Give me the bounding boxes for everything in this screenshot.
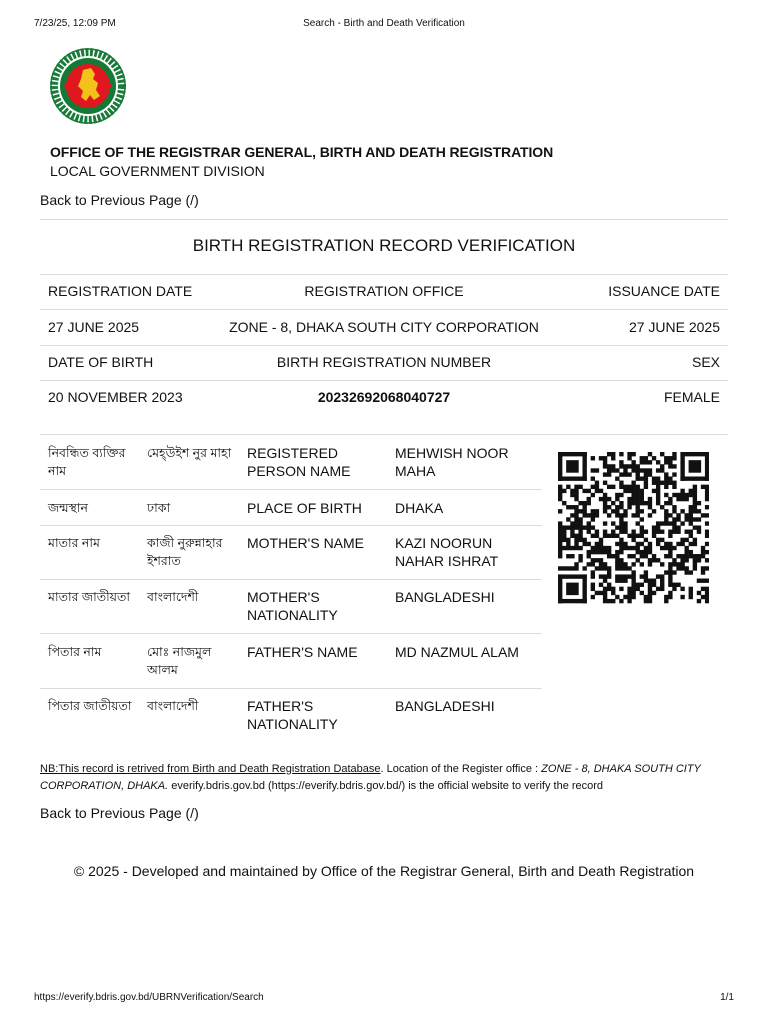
english-label: FATHER'S NAME — [247, 644, 358, 660]
brn-value: 20232692068040727 — [317, 389, 451, 405]
print-url: https://everify.bdris.gov.bd/UBRNVerification/Search — [34, 992, 264, 1003]
bangla-value: মেহ্উইশ নুর মাহা — [147, 446, 232, 460]
english-label: PLACE OF BIRTH — [247, 500, 362, 516]
sex-value: FEMALE — [663, 389, 720, 405]
brn-label: BIRTH REGISTRATION NUMBER — [276, 354, 492, 370]
english-label: REGISTERED PERSON NAME — [247, 445, 351, 479]
sex-label: SEX — [691, 354, 720, 370]
office-title: OFFICE OF THE REGISTRAR GENERAL, BIRTH AND DEATH REGISTRATION — [50, 144, 554, 160]
english-value: KAZI NOORUN NAHAR ISHRAT — [395, 535, 499, 569]
divider — [40, 380, 728, 381]
bangla-label: পিতার নাম — [48, 645, 102, 659]
print-datetime: 7/23/25, 12:09 PM — [34, 18, 116, 29]
issuance-date-label: ISSUANCE DATE — [608, 283, 720, 299]
bangla-value: বাংলাদেশী — [147, 699, 199, 713]
issuance-date-value: 27 JUNE 2025 — [628, 319, 720, 335]
bangla-value: মোঃ নাজমুল আলম — [147, 645, 212, 677]
english-value: DHAKA — [395, 500, 444, 516]
row-divider — [40, 579, 542, 580]
row-divider — [40, 688, 542, 689]
bangla-value: ঢাকা — [147, 501, 171, 515]
dob-label: DATE OF BIRTH — [48, 354, 154, 370]
division-title: LOCAL GOVERNMENT DIVISION — [50, 163, 265, 179]
english-label: MOTHER'S NATIONALITY — [247, 589, 338, 623]
database-source-text: NB:This record is retrived from Birth and Death Registration Database — [40, 763, 381, 775]
print-page-number: 1/1 — [720, 992, 734, 1003]
registration-date-label: REGISTRATION DATE — [48, 283, 193, 299]
dob-value: 20 NOVEMBER 2023 — [48, 389, 183, 405]
registration-office-label: REGISTRATION OFFICE — [304, 283, 464, 299]
registration-date-value: 27 JUNE 2025 — [48, 319, 140, 335]
row-divider — [40, 633, 542, 634]
english-value: BANGLADESHI — [395, 589, 495, 605]
divider — [40, 345, 728, 346]
bangla-label: নিবন্ধিত ব্যক্তির নাম — [48, 446, 126, 478]
english-value: MD NAZMUL ALAM — [395, 644, 519, 660]
registration-office-value: ZONE - 8, DHAKA SOUTH CITY CORPORATION — [229, 319, 539, 335]
divider — [40, 309, 728, 310]
record-source-note — [40, 761, 730, 795]
row-divider — [40, 489, 542, 490]
divider — [40, 219, 728, 220]
qr-code-icon — [558, 452, 709, 605]
english-value: MEHWISH NOOR MAHA — [395, 445, 509, 479]
divider — [40, 274, 728, 275]
bangla-label: মাতার জাতীয়তা — [48, 590, 131, 604]
english-label: FATHER'S NATIONALITY — [247, 698, 338, 732]
bangla-label: জন্মস্থান — [48, 501, 89, 515]
divider — [40, 434, 728, 435]
bangla-label: পিতার জাতীয়তা — [48, 699, 132, 713]
government-seal-logo — [50, 48, 126, 124]
record-title: BIRTH REGISTRATION RECORD VERIFICATION — [192, 236, 576, 255]
bangla-value: কাজী নুরুন্নাহার ইশরাত — [147, 536, 223, 568]
bangla-label: মাতার নাম — [48, 536, 100, 550]
english-value: BANGLADESHI — [395, 698, 495, 714]
bangla-value: বাংলাদেশী — [147, 590, 199, 604]
location-prefix: . Location of the Register office : — [380, 763, 542, 775]
official-website-text: everify.bdris.gov.bd (https://everify.bdris.gov.bd/) is the official website to verify the record — [168, 780, 604, 792]
english-label: MOTHER'S NAME — [247, 535, 365, 551]
back-to-previous-link-top[interactable]: Back to Previous Page (/) — [40, 192, 199, 208]
register-office-location: ZONE - 8, DHAKA SOUTH CITY CORPORATION, DHAKA. — [40, 763, 701, 792]
print-page-title: Search - Birth and Death Verification — [303, 18, 465, 29]
row-divider — [40, 525, 542, 526]
footer-copyright: © 2025 - Developed and maintained by Office of the Registrar General, Birth and Death Registration — [73, 863, 695, 879]
back-to-previous-link-bottom[interactable]: Back to Previous Page (/) — [40, 805, 199, 821]
